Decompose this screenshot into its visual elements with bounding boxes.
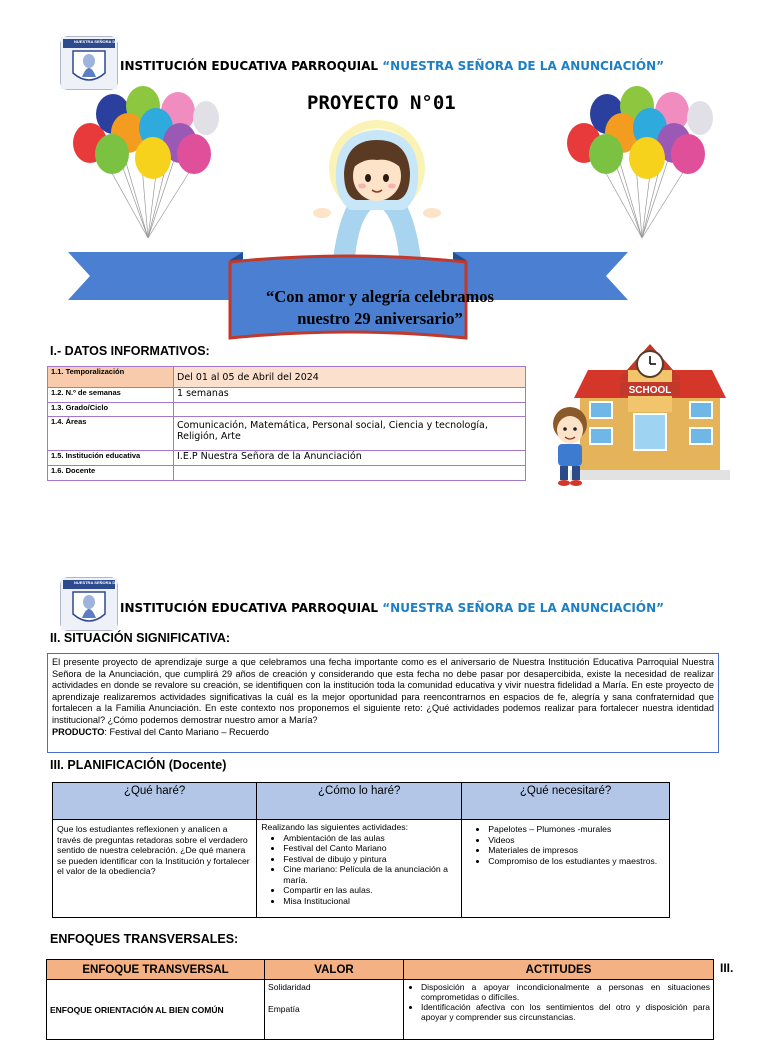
product-label: PRODUCTO xyxy=(52,726,105,737)
situacion-box xyxy=(47,653,719,753)
school-building-illustration xyxy=(540,340,730,492)
datos-heading: I.- DATOS INFORMATIVOS: xyxy=(50,344,210,358)
table-row xyxy=(48,367,526,388)
product-text: : Festival del Canto Mariano – Recuerdo xyxy=(104,726,269,737)
logo-caption-2: NUESTRA SEÑORA DE LA ANUNCIACIÓN xyxy=(74,580,154,585)
table-header-row xyxy=(47,960,714,980)
enfoques-heading: ENFOQUES TRANSVERSALES: xyxy=(50,932,239,946)
logo-caption: NUESTRA SEÑORA DE LA ANUNCIACIÓN xyxy=(74,39,154,44)
situacion-heading: II. SITUACIÓN SIGNIFICATIVA: xyxy=(50,631,231,645)
necesitare-cell xyxy=(462,820,670,918)
table-row xyxy=(48,466,526,481)
table-header-row xyxy=(53,783,670,820)
institution-header xyxy=(120,59,664,73)
table-row xyxy=(48,451,526,466)
list-item: • Festival de dibujo y pintura xyxy=(283,854,457,865)
datos-value: Del 01 al 05 de Abril del 2024 xyxy=(174,367,526,388)
planificacion-table xyxy=(52,782,670,918)
institution-name: “NUESTRA SEÑORA DE LA ANUNCIACIÓN” xyxy=(382,59,664,73)
datos-label: 1.2. N.º de semanas xyxy=(48,388,174,403)
datos-table xyxy=(47,366,526,481)
virgin-mary-emblem-icon xyxy=(61,37,117,89)
valor-cell xyxy=(265,980,404,1040)
datos-label: 1.1. Temporalización xyxy=(48,367,174,388)
column-header: ENFOQUE TRANSVERSAL xyxy=(47,960,265,980)
banner-line-1: “Con amor y alegría celebramos xyxy=(266,287,494,306)
column-header: ACTITUDES xyxy=(403,960,713,980)
enfoque-cell: ENFOQUE ORIENTACIÓN AL BIEN COMÚN xyxy=(47,980,265,1040)
list-item: • Identificación afectiva con los sentimientos del otro y disposición para apoyar y comprender sus circunstancias. xyxy=(421,1002,710,1022)
list-item: • Cine mariano: Película de la anunciación a maría. xyxy=(283,864,457,885)
actitudes-cell xyxy=(403,980,713,1040)
list-item: • Festival del Canto Mariano xyxy=(283,843,457,854)
datos-label: 1.6. Docente xyxy=(48,466,174,481)
datos-value xyxy=(174,466,526,481)
valor-item: Empatía xyxy=(268,1004,300,1014)
table-row xyxy=(53,820,670,918)
section-marker: III. xyxy=(720,961,734,975)
list-item: • Disposición a apoyar incondicionalmente a personas en situaciones comprometidas o difíciles. xyxy=(421,982,710,1002)
table-row xyxy=(48,417,526,451)
balloons-left-illustration xyxy=(68,88,228,238)
project-title: PROYECTO N°01 xyxy=(307,92,456,114)
column-header: VALOR xyxy=(265,960,404,980)
como-hare-cell xyxy=(257,820,462,918)
datos-label: 1.5. Institución educativa xyxy=(48,451,174,466)
planificacion-heading: III. PLANIFICACIÓN (Docente) xyxy=(50,758,227,772)
list-item: • Ambientación de las aulas xyxy=(283,833,457,844)
table-row xyxy=(48,403,526,417)
datos-value: Comunicación, Matemática, Personal social, Ciencia y tecnología, Religión, Arte xyxy=(174,417,526,451)
valor-item: Solidaridad xyxy=(268,982,311,992)
institution-prefix: INSTITUCIÓN EDUCATIVA PARROQUIAL xyxy=(120,59,379,73)
list-item: • Misa Institucional xyxy=(283,896,457,907)
list-item: • Papelotes – Plumones -murales xyxy=(488,824,665,835)
datos-value xyxy=(174,403,526,417)
table-row xyxy=(48,388,526,403)
school-logo xyxy=(60,36,154,90)
virgin-mary-illustration xyxy=(292,118,462,268)
datos-label: 1.4. Áreas xyxy=(48,417,174,451)
banner-line-2: nuestro 29 aniversario” xyxy=(297,309,463,328)
table-row xyxy=(47,980,714,1040)
school-sign: SCHOOL xyxy=(628,385,672,396)
list-item: • Compartir en las aulas. xyxy=(283,885,457,896)
que-hare-cell: Que los estudiantes reflexionen y analicen a través de preguntas retadoras sobre el verdadero sentido de nuestra celebración. ¿De qué manera se pueden identificar con la Institución y fortalecer el valor de la obediencia? xyxy=(53,820,257,918)
column-header: ¿Cómo lo haré? xyxy=(257,783,462,820)
actitudes-list xyxy=(407,982,710,1022)
banner-text xyxy=(232,286,528,330)
school-logo-2 xyxy=(60,577,154,631)
institution-prefix: INSTITUCIÓN EDUCATIVA PARROQUIAL xyxy=(120,601,379,615)
datos-value: 1 semanas xyxy=(174,388,526,403)
virgin-mary-emblem-icon xyxy=(61,578,117,630)
activities-list xyxy=(261,833,457,907)
list-item: • Compromiso de los estudiantes y maestros. xyxy=(488,856,665,867)
balloons-right-illustration xyxy=(562,88,722,238)
institution-name: “NUESTRA SEÑORA DE LA ANUNCIACIÓN” xyxy=(382,601,664,615)
datos-value: I.E.P Nuestra Señora de la Anunciación xyxy=(174,451,526,466)
institution-header-2 xyxy=(120,601,664,615)
column-header: ¿Qué haré? xyxy=(53,783,257,820)
como-intro: Realizando las siguientes actividades: xyxy=(261,822,409,832)
enfoques-table xyxy=(46,959,714,1040)
datos-label: 1.3. Grado/Ciclo xyxy=(48,403,174,417)
materials-list xyxy=(466,824,665,866)
list-item: • Materiales de impresos xyxy=(488,845,665,856)
column-header: ¿Qué necesitaré? xyxy=(462,783,670,820)
situacion-text: El presente proyecto de aprendizaje surge a que celebramos una fecha importante como es el aniversario de Nuestra Institución Educativa Parroquial Nuestra Señora de la Anunciación, que cumplirá 29 años de creación y considerando que esta fecha no debe pasar por desapercibida, existe la necesidad de realizar actividades en donde se revalore su creación, se identifiquen con la institución toda la comunidad educativa y vivir nuestra fidelidad a María. En este proyecto de aprendizaje realizaremos actividades significativas la cuál es la mejor oportunidad para reencontrarnos en espacios de fe, alegría y sana confraternidad que fortalecen a la Familia Anunciación. En este contexto nos proponemos el siguiente reto: ¿Qué actividades podemos realizar para fortalecer nuestra identidad institucional? ¿Cómo podemos demostrar nuestro amor a María? xyxy=(52,657,714,725)
list-item: • Videos xyxy=(488,835,665,846)
